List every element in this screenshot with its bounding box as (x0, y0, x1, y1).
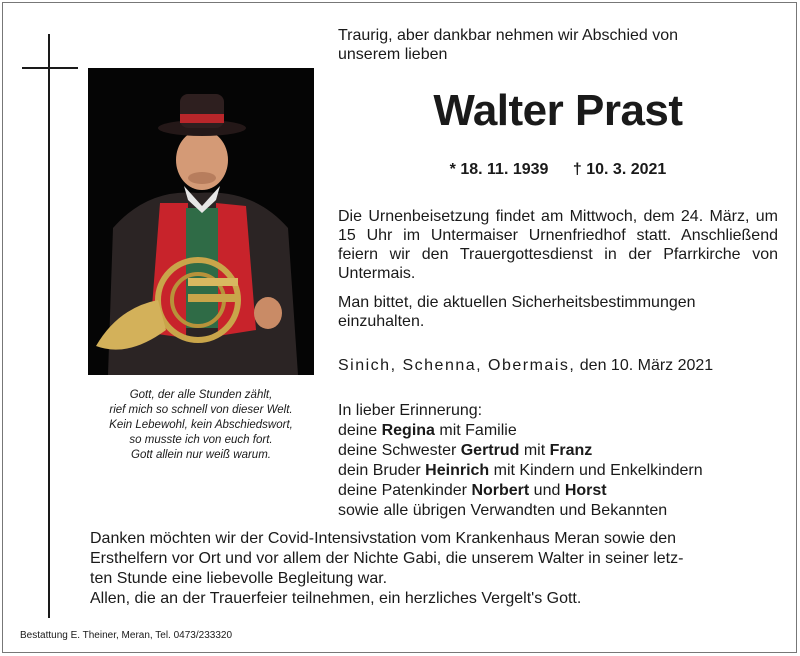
thanks-line: Ersthelfern vor Ort und vor allem der Nichte Gabi, die unserem Walter in seiner letz- (90, 550, 684, 567)
poem (90, 388, 312, 463)
thanks-line: Danken möchten wir der Covid-Intensivstation vom Krankenhaus Meran sowie den (90, 530, 677, 547)
mourners-list (338, 401, 778, 521)
poem-line: so musste ich von euch fort. (129, 434, 273, 446)
thanks-line: ten Stunde eine liebevolle Begleitung war. (90, 570, 388, 587)
deceased-name: Walter Prast (433, 86, 683, 135)
notice-date: den 10. März 2021 (579, 357, 714, 374)
death-date: † 10. 3. 2021 (572, 161, 667, 178)
poem-line: Kein Lebewohl, kein Abschiedswort, (109, 419, 293, 431)
life-dates (338, 161, 778, 179)
intro-text (338, 26, 778, 64)
poem-line: rief mich so schnell von dieser Welt. (109, 404, 293, 416)
thanks-line: Allen, die an der Trauerfeier teilnehmen, ein herzliches Vergelt's Gott. (90, 590, 582, 607)
mourner-line: dein Bruder Heinrich mit Kindern und Enkelkindern (338, 462, 703, 479)
funeral-home-footer: Bestattung E. Theiner, Meran, Tel. 0473/233320 (20, 630, 233, 641)
mourner-line: sowie alle übrigen Verwandten und Bekannten (338, 502, 668, 519)
intro-line: Traurig, aber dankbar nehmen wir Abschied von (338, 27, 679, 44)
thanks-text (90, 529, 780, 609)
portrait-photo (88, 68, 314, 375)
mourners-heading: In lieber Erinnerung: (338, 402, 483, 419)
poem-line: Gott allein nur weiß warum. (131, 449, 271, 461)
mourner-line: deine Patenkinder Norbert und Horst (338, 482, 607, 499)
mourner-line: deine Regina mit Familie (338, 422, 517, 439)
safety-notice: Man bittet, die aktuellen Sicherheitsbestimmungen einzuhalten. (338, 294, 696, 330)
mourner-line: deine Schwester Gertrud mit Franz (338, 442, 593, 459)
birth-date: * 18. 11. 1939 (449, 161, 549, 178)
poem-line: Gott, der alle Stunden zählt, (129, 389, 273, 401)
funeral-details: Die Urnenbeisetzung findet am Mittwoch, dem 24. März, um 15 Uhr im Untermaiser Urnenfriedhof statt. Anschließend feiern wir den Trauergottesdienst in der Pfarrkirche von Untermais. (338, 208, 778, 282)
place-date (338, 356, 778, 375)
places: Sinich, Schenna, Obermais, (338, 357, 576, 374)
intro-line: unserem lieben (338, 46, 448, 63)
